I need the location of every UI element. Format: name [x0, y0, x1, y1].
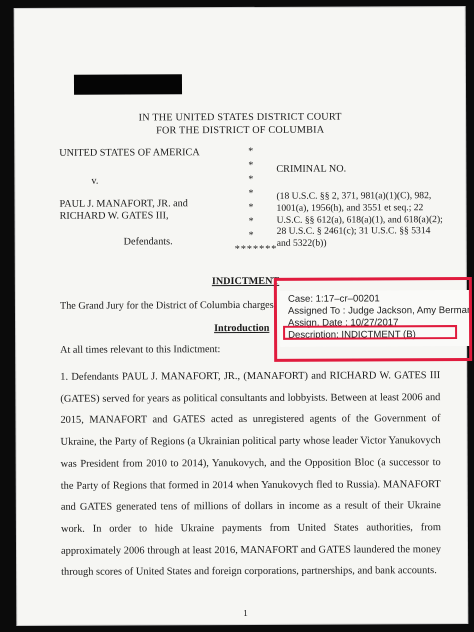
paragraph-1-text: 1. Defendants PAUL J. MANAFORT, JR., (MANAFORT) and RICHARD W. GATES III (GATES) served for years as political consultants and lobbyists. Between at least 2006 and 2015, MANAFORT and GATES acted as unregistered agents of the Government of Ukraine, the Party of Regions (a Ukrainian political party whose leader Victor Yanukovych was President from 2010 to 2014), Yanukovych, and the Opposition Bloc (a successor to the Party of Regions that formed in 2014 when Yanukovych fled to Russia). MANAFORT and GATES generated tens of millions of dollars in income as a result of their Ukraine work. In order to hide Ukraine payments from United States authorities, from approximately 2006 through at least 2016, MANAFORT and GATES laundered the money through scores of United States and foreign corporations, partnerships, and bank accounts.: [60, 370, 442, 579]
grand-jury-line: The Grand Jury for the District of Columbia charges:: [59, 299, 277, 312]
highlight-box-description: [283, 325, 457, 340]
caption-divider: * * * * * * *: [248, 145, 254, 241]
court-name-line-2: FOR THE DISTRICT OF COLUMBIA: [156, 124, 325, 137]
indictment-heading: INDICTMENT: [211, 275, 280, 288]
redaction-bar: [74, 74, 182, 94]
relevant-times-line: At all times relevant to this Indictment:: [60, 344, 221, 356]
paragraph-1: [60, 365, 441, 584]
case-number: Case: 1:17–cr–00201: [287, 293, 380, 305]
statute-citations: (18 U.S.C. §§ 2, 371, 981(a)(1)(C), 982, 1001(a), 1956(h), and 3551 et seq.; 22 U.S.C. §§ 612(a), 618(a)(1), and 618(a)(2); 28 U.S.C. § 2461(c); 31 U.S.C. §§ 5314 and 5322(b)): [276, 190, 443, 250]
court-name-line-1: IN THE UNITED STATES DISTRICT COURT: [138, 111, 342, 124]
section-heading: Introduction: [214, 322, 270, 335]
case-description: Description: INDICTMENT (B): [288, 329, 416, 341]
defendants-label: Defendants.: [123, 236, 173, 248]
defendant-1: PAUL J. MANAFORT, JR. and: [59, 198, 188, 210]
caption-separator: *******: [234, 243, 278, 256]
indictment-page: [15, 7, 473, 625]
assigned-judge: Assigned To : Judge Jackson, Amy Berman: [287, 304, 473, 317]
criminal-number: CRIMINAL NO.: [276, 163, 347, 175]
versus: v.: [91, 175, 99, 187]
assign-date: Assign. Date : 10/27/2017: [288, 317, 399, 329]
page-number: 1: [243, 607, 248, 618]
defendant-2: RICHARD W. GATES III,: [59, 210, 169, 222]
plaintiff-name: UNITED STATES OF AMERICA: [59, 147, 200, 159]
highlight-box-outer: [274, 277, 472, 362]
